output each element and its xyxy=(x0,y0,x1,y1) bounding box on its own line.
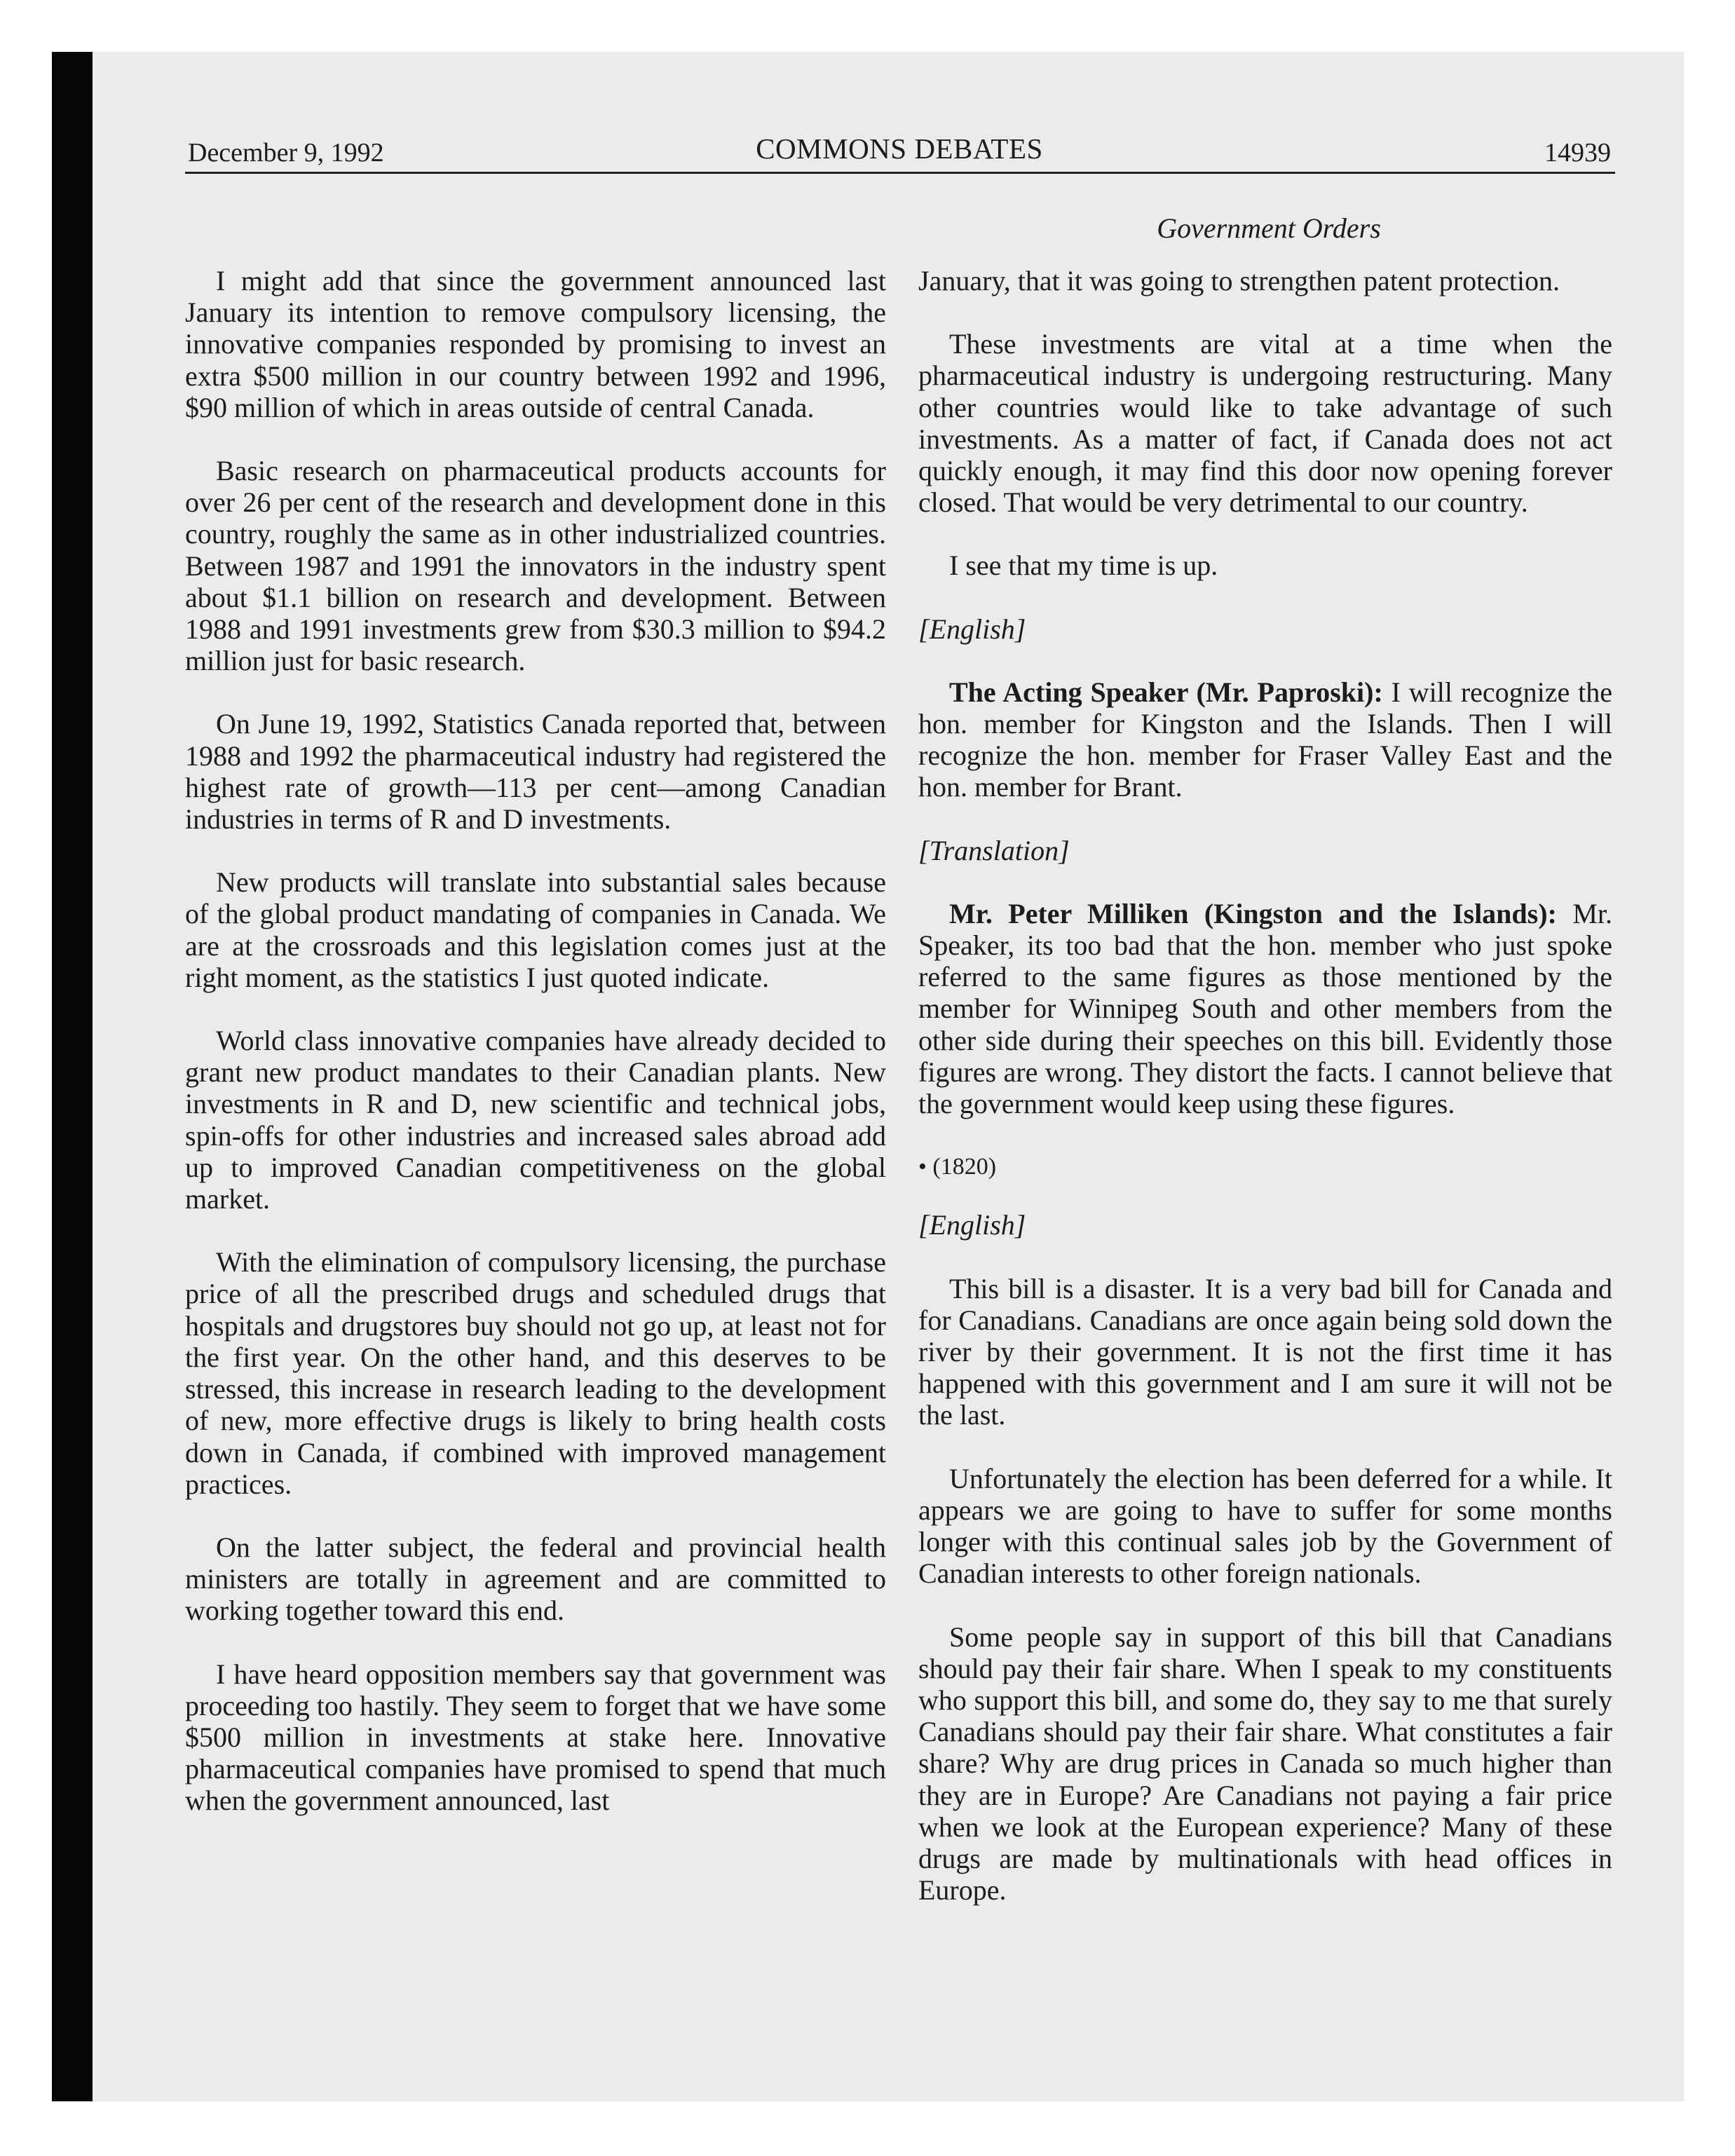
paragraph: World class innovative companies have already decided to grant new product mandates to their Canadian plants. New investments in R and D, new scientific and technical jobs, spin-offs for other industries and increased sales abroad add up to improved Canadian competitiveness on the global market. xyxy=(185,1025,886,1215)
paragraph: Some people say in support of this bill that Canadians should pay their fair share. When I speak to my constituents who support this bill, and some do, they say to me that surely Canadians should pay their fair share. What constitutes a fair share? Why are drug prices in Canada so much higher than they are in Europe? Are Canadians not paying a fair price when we look at the European experience? Many of these drugs are made by multinationals with head offices in Europe. xyxy=(918,1621,1612,1906)
header-rule xyxy=(185,172,1615,174)
paragraph: January, that it was going to strengthen patent protection. xyxy=(918,265,1560,296)
left-column xyxy=(185,265,886,1848)
paragraph: On the latter subject, the federal and provincial health ministers are totally in agreement and are committed to working together toward this end. xyxy=(185,1531,886,1627)
speech-text: Mr. Speaker, its too bad that the hon. member who just spoke referred to the same figures as those mentioned by the member for Winnipeg South and other members from the other side during their speeches on this bill. Evidently those figures are wrong. They distort the facts. I cannot believe that the government would keep using these figures. xyxy=(918,897,1613,1120)
header-title: COMMONS DEBATES xyxy=(756,132,1043,165)
paragraph: On June 19, 1992, Statistics Canada reported that, between 1988 and 1992 the pharmaceutical industry had registered the highest rate of growth—113 per cent—among Canadian industries in terms of R and D investments. xyxy=(185,708,886,835)
speaker-name: Mr. Peter Milliken (Kingston and the Islands): xyxy=(949,897,1557,929)
paragraph: I have heard opposition members say that government was proceeding too hastily. They seem to forget that we have some $500 million in investments at stake here. Innovative pharmaceutical companies have promised to spend that much when the government announced, last xyxy=(185,1658,886,1817)
paragraph: With the elimination of compulsory licensing, the purchase price of all the prescribed drugs and scheduled drugs that hospitals and drugstores buy should not go up, at least not for the first year. On the other hand, and this deserves to be stressed, this increase in research leading to the development of new, more effective drugs is likely to bring health costs down in Canada, if combined with improved management practices. xyxy=(185,1246,886,1500)
speech-text: I will recognize the hon. member for Kingston and the Islands. Then I will recognize the hon. member for Fraser Valley East and the hon. member for Brant. xyxy=(918,676,1612,803)
speech-paragraph xyxy=(918,676,1612,803)
language-tag: [English] xyxy=(918,613,1026,645)
paragraph: I see that my time is up. xyxy=(949,550,1218,582)
right-column xyxy=(918,265,1612,1937)
language-tag: [Translation] xyxy=(918,834,1070,866)
page-number: 14939 xyxy=(1544,138,1611,168)
paragraph: These investments are vital at a time when the pharmaceutical industry is undergoing restructuring. Many other countries would like to take advantage of such investments. As a matter of fact, if Canada does not act quickly enough, it may find this door now opening forever closed. That would be very detrimental to our country. xyxy=(918,328,1612,519)
page-header xyxy=(188,132,1611,174)
speaker-name: The Acting Speaker (Mr. Paproski): xyxy=(949,676,1383,708)
paragraph: Unfortunately the election has been deferred for a while. It appears we are going to have to suffer for some months longer with this continual sales job by the Government of Canadian interests to other foreign nationals. xyxy=(918,1462,1612,1590)
header-date: December 9, 1992 xyxy=(188,138,384,168)
speech-paragraph xyxy=(918,898,1612,1119)
page-binding-edge xyxy=(52,52,93,2101)
paragraph: Basic research on pharmaceutical products accounts for over 26 per cent of the research and development done in this country, roughly the same as in other industrialized countries. Between 1987 and 1991 the innovators in the industry spent about $1.1 billion on research and development. Between 1988 and 1991 investments grew from $30.3 million to $94.2 million just for basic research. xyxy=(185,455,886,677)
paragraph: This bill is a disaster. It is a very bad bill for Canada and for Canadians. Canadians are once again being sold down the river by their government. It is not the first time it has happened with this government and I am sure it will not be the last. xyxy=(918,1272,1612,1431)
time-marker: • (1820) xyxy=(918,1154,997,1180)
paragraph: I might add that since the government announced last January its intention to remove compulsory licensing, the innovative companies responded by promising to invest an extra $500 million in our country between 1992 and 1996, $90 million of which in areas outside of central Canada. xyxy=(185,265,886,423)
section-heading: Government Orders xyxy=(1157,212,1381,244)
paragraph: New products will translate into substantial sales because of the global product mandating of companies in Canada. We are at the crossroads and this legislation comes just at the right moment, as the statistics I just quoted indicate. xyxy=(185,866,886,993)
language-tag: [English] xyxy=(918,1209,1026,1241)
